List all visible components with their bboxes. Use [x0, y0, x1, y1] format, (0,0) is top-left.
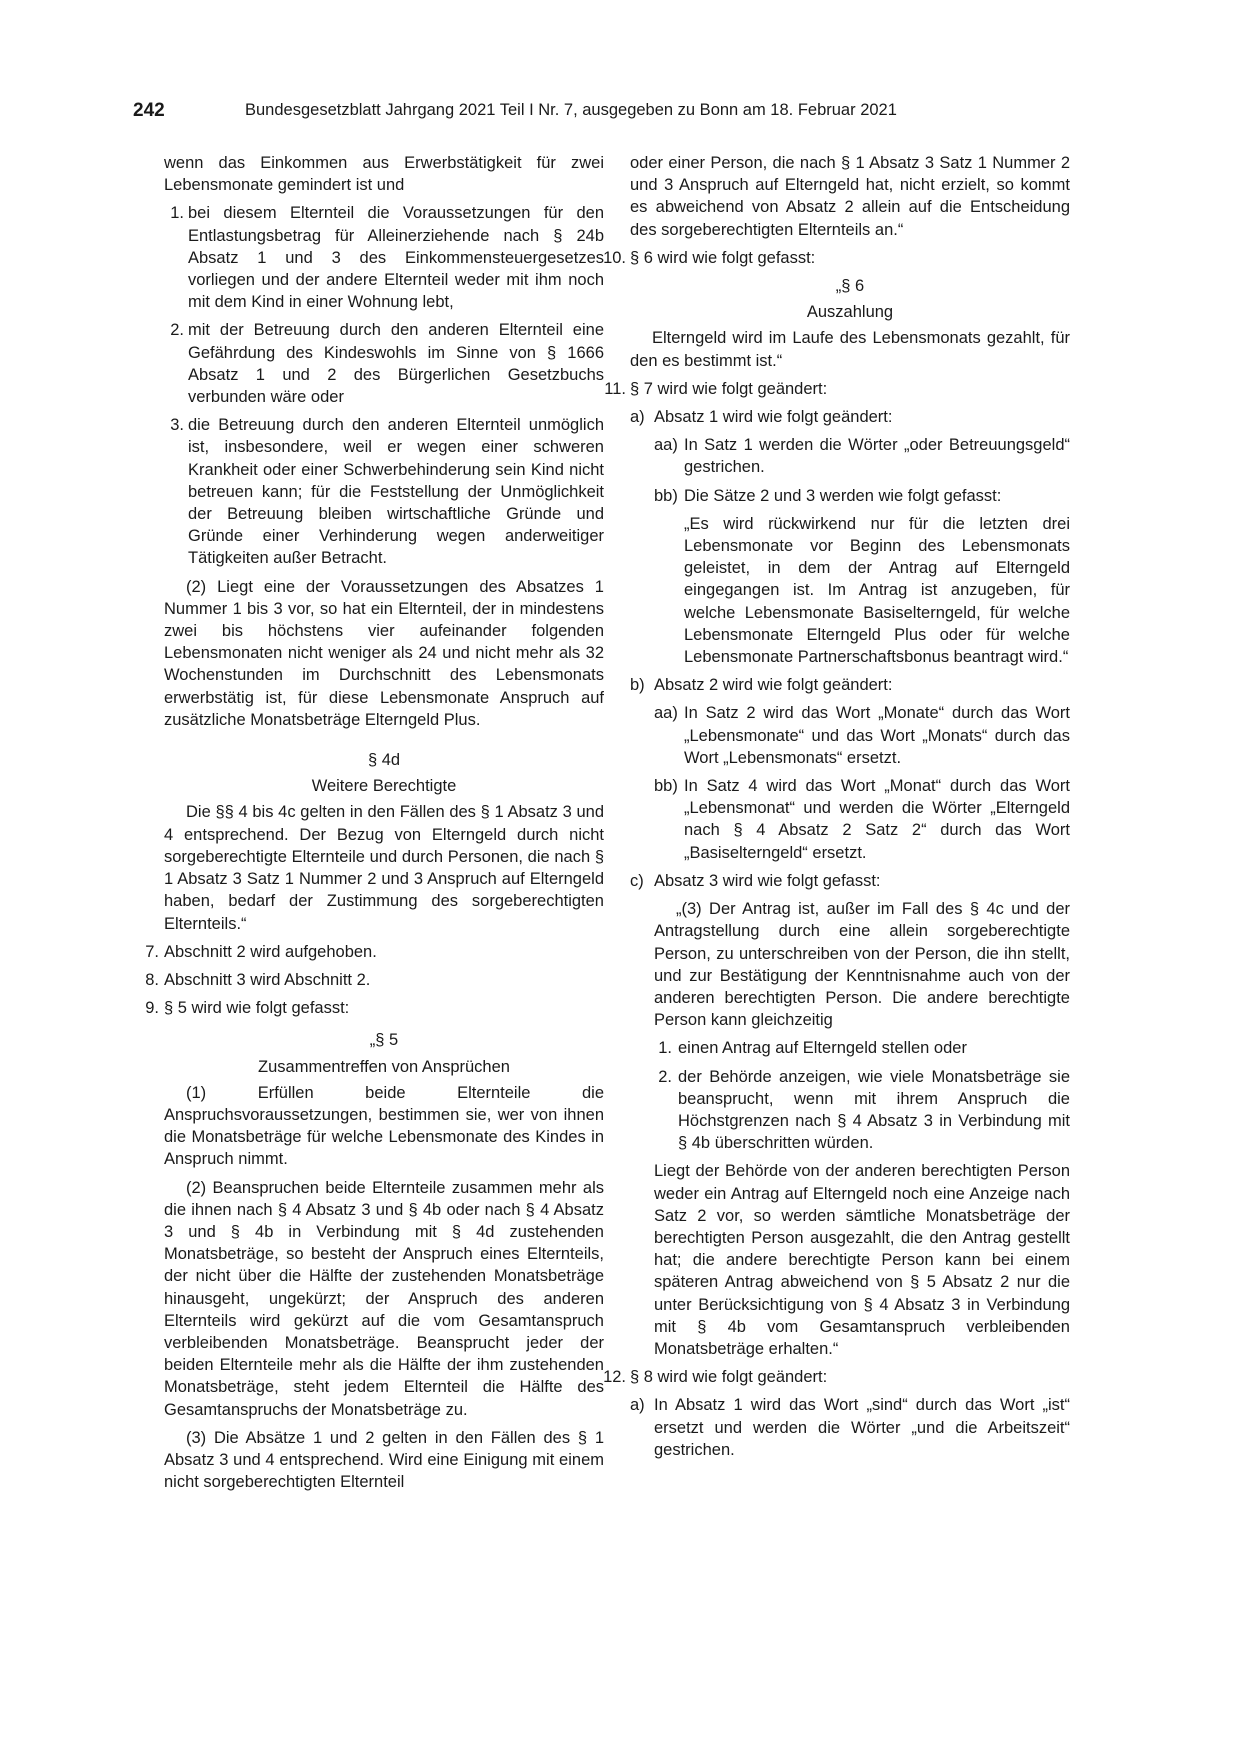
section-number: „§ 6 — [835, 277, 865, 296]
section-title: Zusammentreffen von Ansprüchen — [258, 1057, 510, 1076]
list-item: bb) In Satz 4 wird das Wort „Monat“ durch das Wort „Lebensmonat“ und werden die Wörter „Elterngeld nach § 4 Absatz 2 Satz 2“ durch das Wort „Basiselterngeld“ ersetzt. — [654, 777, 1070, 862]
quoted-text: „(3) Der Antrag ist, außer im Fall des § 4c und der Antragstellung durch eine allein sorgeberechtigte Person, zu unterschreiben von der Person, die ihn stellt, und zur Bestätigung der Kenntnisnahme auch von der anderen berechtigten Person. Die andere berechtigte Person kann gleichzeitig — [654, 900, 1070, 1030]
section-text: (2) Beanspruchen beide Elternteile zusammen mehr als die ihnen nach § 4 Absatz 3 und § 4b oder nach § 4 Absatz 3 und § 4b in Verbindung mit § 4d zustehenden Monatsbeträge, so besteht der Anspruch eines Elternteils, der nicht über die Hälfte der zustehenden Monatsbeträge hinausgeht, ungekürzt; der Anspruch des anderen Elternteils wird gekürzt auf die vom Gesamtanspruch verbleibenden Monatsbeträge. Beansprucht jeder der beiden Elternteile mehr als die Hälfte der ihm zustehenden Monatsbeträge, steht jedem Elternteil die Hälfte des Gesamtanspruchs der Monatsbeträge zu. — [164, 1178, 604, 1419]
list-item: c) Absatz 3 wird wie folgt gefasst: — [630, 871, 881, 890]
list-item: 2. mit der Betreuung durch den anderen Elternteil eine Gefährdung des Kindeswohls im Sinne von § 1666 Absatz 1 und 2 des Bürgerlichen Gesetzbuchs verbunden wäre oder — [170, 321, 604, 407]
quoted-text: Liegt der Behörde von der anderen berechtigten Person weder ein Antrag auf Elterngeld noch eine Anzeige nach Satz 2 vor, so werden sämtliche Monatsbeträge der berechtigten Person ausgezahlt, die den Antrag gestellt hat; die andere berechtigte Person kann bei einem späteren Antrag abweichend von § 5 Absatz 2 nur die unter Berücksichtigung von § 4 Absatz 3 in Verbindung mit § 4b vom Gesamtanspruch verbleibenden Monatsbeträge erhalten.“ — [654, 1162, 1070, 1358]
list-item: 7. Abschnitt 2 wird aufgehoben. — [145, 942, 377, 961]
list-item: aa) In Satz 1 werden die Wörter „oder Betreuungsgeld“ gestrichen. — [654, 436, 1070, 477]
list-item: 1. einen Antrag auf Elterngeld stellen oder — [658, 1039, 967, 1058]
list-item: 9. § 5 wird wie folgt gefasst: — [145, 999, 350, 1018]
right-column — [603, 152, 1070, 1467]
list-item: 3. die Betreuung durch den anderen Elternteil unmöglich ist, insbesondere, weil er wegen einer schweren Krankheit oder einer Schwerbehinderung sein Kind nicht betreuen kann; für die Feststellung der Unmöglichkeit der Betreuung bleiben wirtschaftliche Gründe und Gründe einer Verhinderung wegen anderweitiger Tätigkeiten außer Betracht. — [170, 416, 604, 568]
list-item: a) In Absatz 1 wird das Wort „sind“ durch das Wort „ist“ ersetzt und werden die Wörter „und die Arbeitszeit“ gestrichen. — [630, 1396, 1070, 1459]
left-column — [145, 152, 604, 1499]
list-item: 1. bei diesem Elternteil die Voraussetzungen für den Entlastungsbetrag für Alleinerziehende nach § 24b Absatz 1 und 3 des Einkommensteuergesetzes vorliegen und der andere Elternteil weder mit ihm noch mit dem Kind in einer Wohnung lebt, — [170, 204, 604, 312]
section-text: (3) Die Absätze 1 und 2 gelten in den Fällen des § 1 Absatz 3 und 4 entsprechend. Wird eine Einigung mit einem nicht sorgeberechtigten Elternteil — [164, 1428, 604, 1492]
page-number: 242 — [133, 100, 165, 121]
section-text: Elterngeld wird im Laufe des Lebensmonats gezahlt, für den es bestimmt ist.“ — [630, 329, 1070, 370]
section-title: Auszahlung — [806, 303, 894, 322]
paragraph-abs2: (2) Liegt eine der Voraussetzungen des Absatzes 1 Nummer 1 bis 3 vor, so hat ein Elternteil, der in mindestens zwei bis höchstens vier aufeinander folgenden Lebensmonaten nicht weniger als 24 und nicht mehr als 32 Wochenstunden im Durchschnitt des Lebensmonats erwerbstätig ist, für diese Lebensmonate Anspruch auf zusätzliche Monatsbeträge Elterngeld Plus. — [164, 577, 604, 729]
list-item: 12. § 8 wird wie folgt geändert: — [603, 1368, 828, 1387]
list-item: a) Absatz 1 wird wie folgt geändert: — [630, 408, 893, 427]
page-header — [133, 100, 1003, 124]
section-number: § 4d — [367, 751, 401, 770]
section-number: „§ 5 — [369, 1031, 399, 1050]
continued-text: oder einer Person, die nach § 1 Absatz 3 Satz 1 Nummer 2 und 3 Anspruch auf Elterngeld hat, nicht erzielt, so kommt es abweichend von Absatz 2 allein auf die Entscheidung des sorgeberechtigten Elternteils an.“ — [630, 154, 1070, 239]
list-item: b) Absatz 2 wird wie folgt geändert: — [630, 676, 893, 695]
quoted-text: „Es wird rückwirkend nur für die letzten drei Lebensmonate vor Beginn des Lebensmonats geleistet, in dem der Antrag auf Elterngeld eingegangen ist. Im Antrag ist anzugeben, für welche Lebensmonate Basiselterngeld, für welche Lebensmonate Elterngeld Plus oder für welche Lebensmonate Partnerschaftsbonus beantragt wird.“ — [684, 514, 1070, 667]
list-item: 10. § 6 wird wie folgt gefasst: — [603, 248, 816, 267]
list-item: 2. der Behörde anzeigen, wie viele Monatsbeträge sie beansprucht, wenn mit ihrem Anspruch die Höchstgrenzen nach § 4 Absatz 3 in Verbindung mit § 4b überschritten würden. — [658, 1067, 1070, 1153]
list-item: 11. § 7 wird wie folgt geändert: — [604, 379, 828, 398]
running-title: Bundesgesetzblatt Jahrgang 2021 Teil I Nr. 7, ausgegeben zu Bonn am 18. Februar 2021 — [245, 101, 897, 119]
list-item: bb) Die Sätze 2 und 3 werden wie folgt gefasst: — [654, 486, 1002, 505]
section-text: Die §§ 4 bis 4c gelten in den Fällen des § 1 Absatz 3 und 4 entsprechend. Der Bezug von Elterngeld durch nicht sorgeberechtigte Elternteile und durch Personen, die nach § 1 Absatz 3 Satz 1 Nummer 2 und 3 Anspruch auf Elterngeld haben, bedarf der Zustimmung des sorgeberechtigten Elternteils.“ — [164, 803, 604, 933]
list-item: 8. Abschnitt 3 wird Abschnitt 2. — [145, 970, 371, 989]
intro-text: wenn das Einkommen aus Erwerbstätigkeit für zwei Lebensmonate gemindert ist und — [164, 154, 604, 195]
section-title: Weitere Berechtigte — [311, 777, 457, 796]
section-text: (1) Erfüllen beide Elternteile die Anspruchsvoraussetzungen, bestimmen sie, wer von ihnen die Monatsbeträge für welche Lebensmonate des Kindes in Anspruch nimmt. — [164, 1083, 604, 1169]
list-item: aa) In Satz 2 wird das Wort „Monate“ durch das Wort „Lebensmonate“ und das Wort „Monats“ durch das Wort „Lebensmonats“ ersetzt. — [654, 704, 1070, 767]
